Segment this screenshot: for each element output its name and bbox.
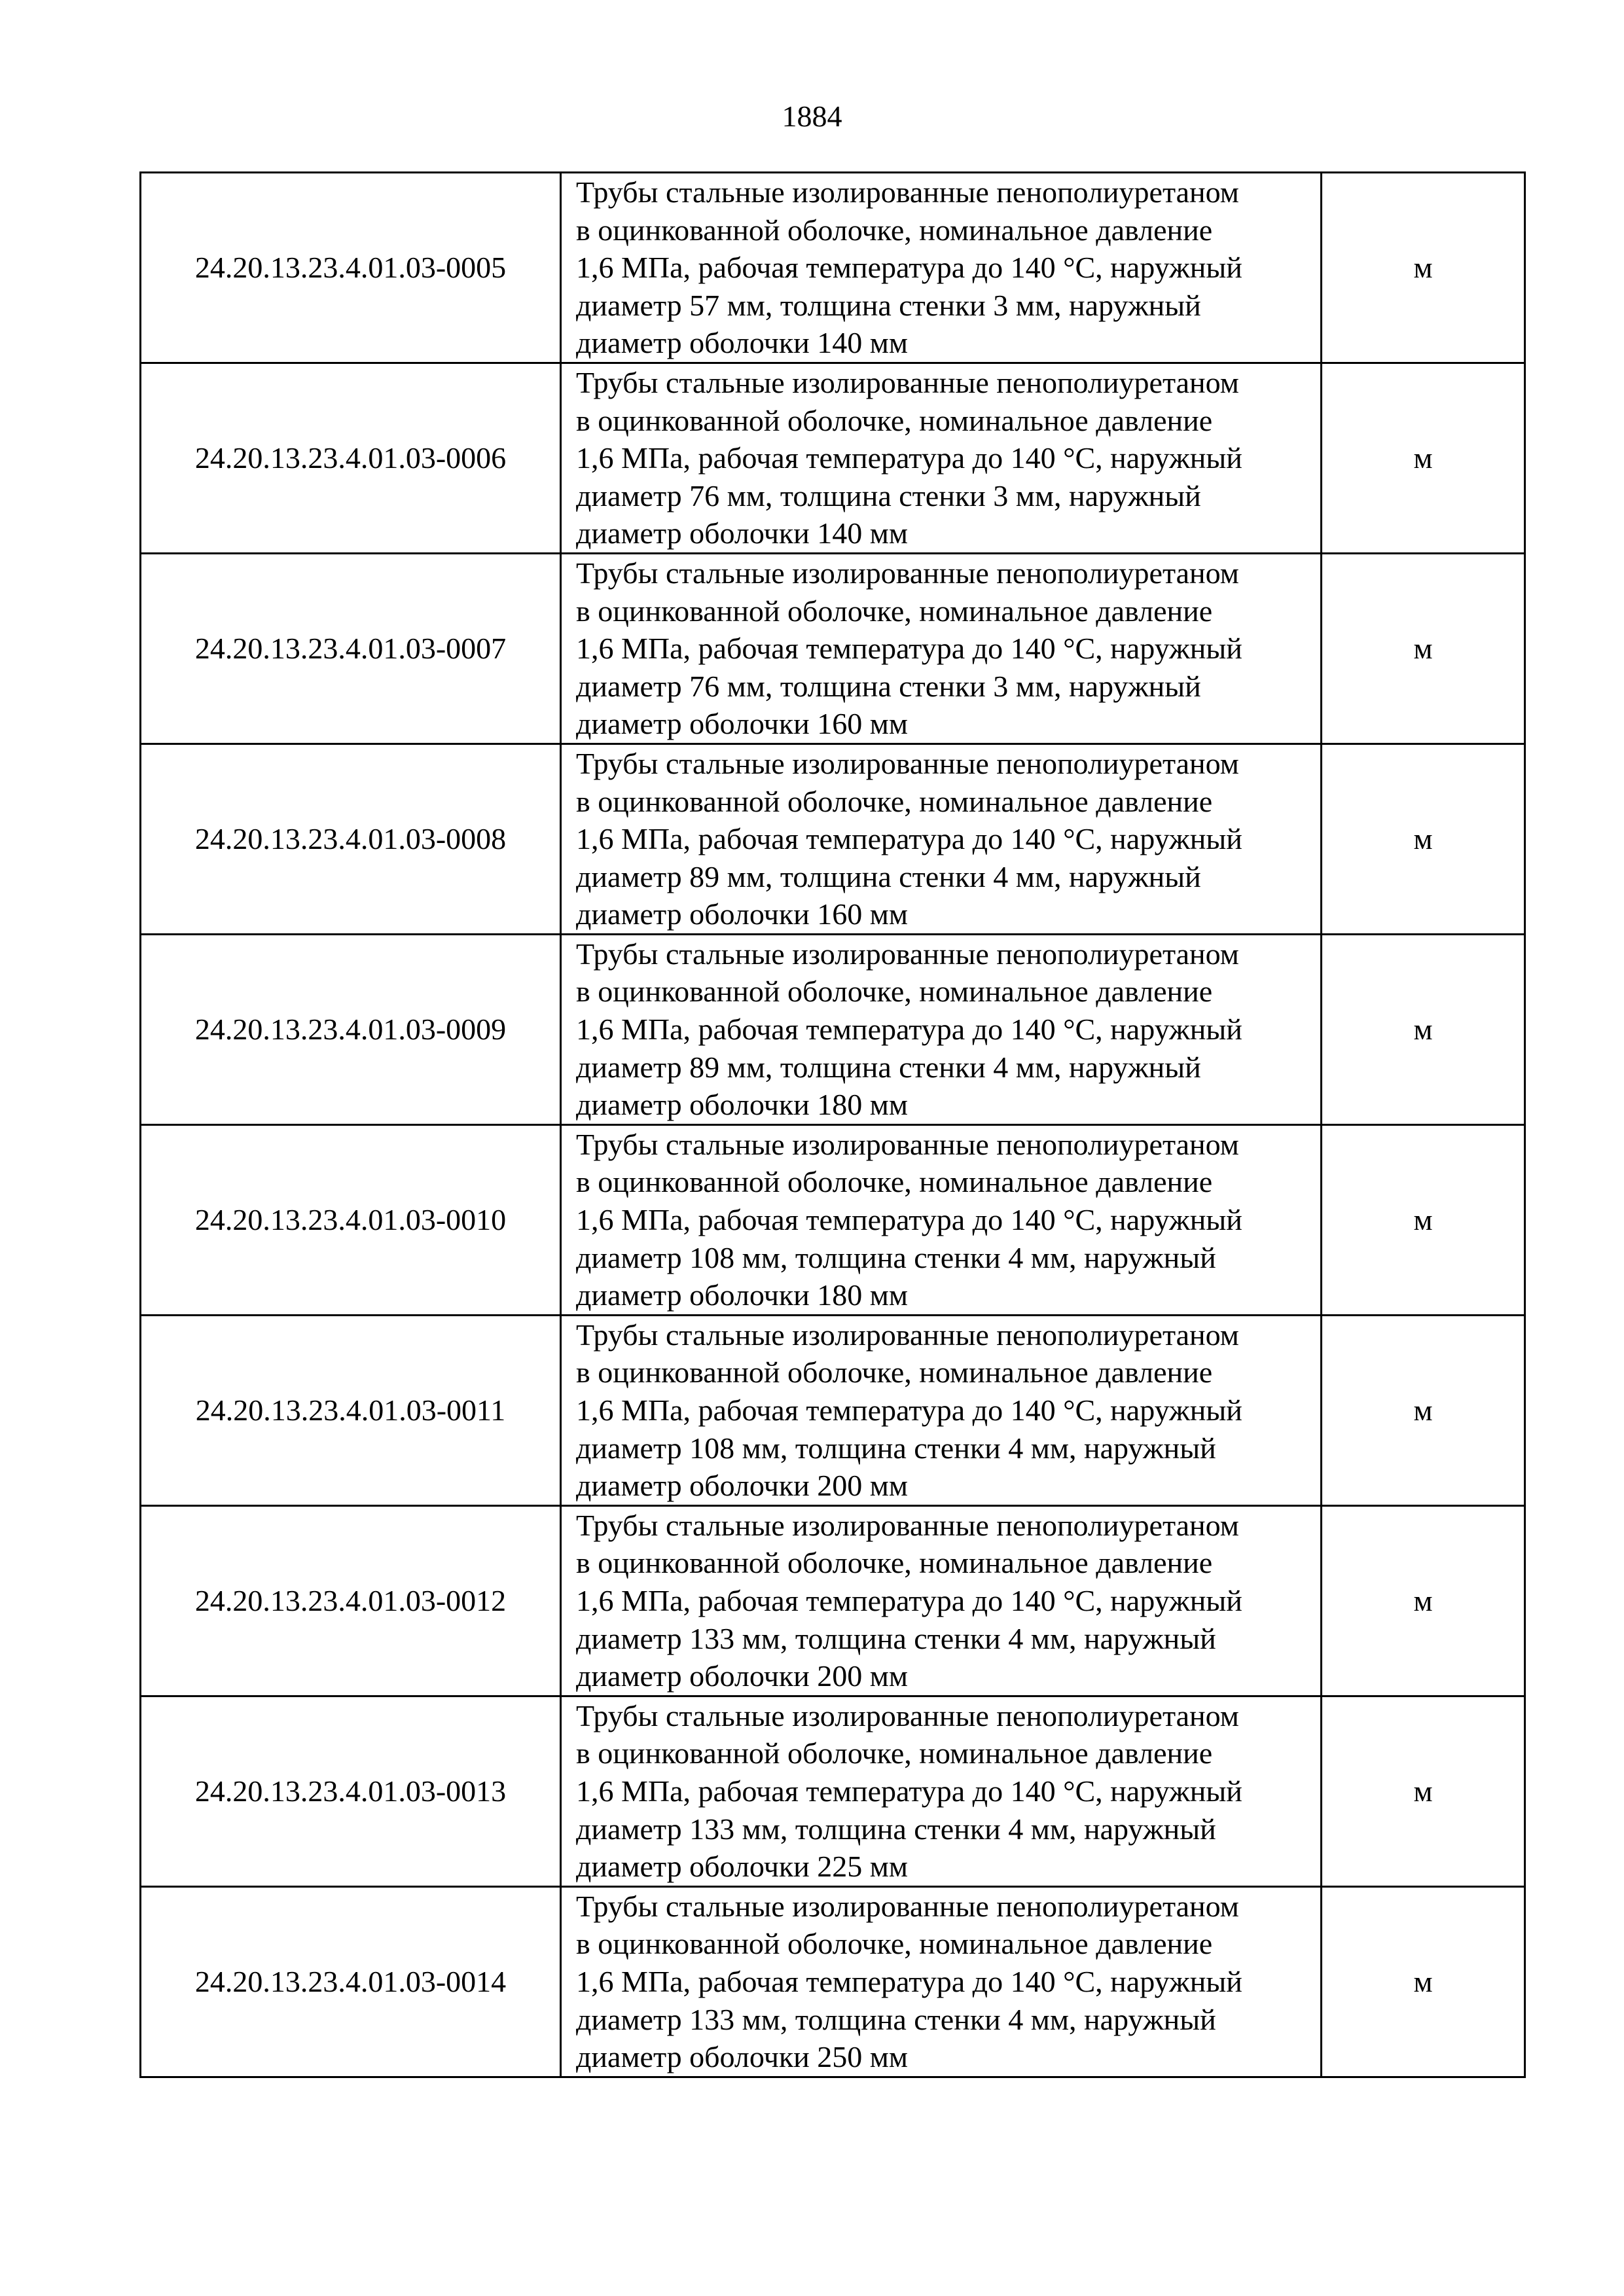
resource-code-cell: 24.20.13.23.4.01.03-0012 (141, 1505, 561, 1696)
resource-code-cell: 24.20.13.23.4.01.03-0009 (141, 934, 561, 1124)
resource-name-cell (561, 1696, 1322, 1886)
resource-name-line: в оцинкованной оболочке, номинальное давление (576, 1927, 1213, 1961)
resource-name-line: в оцинкованной оболочке, номинальное давление (576, 975, 1213, 1009)
resource-name-line: Трубы стальные изолированные пенополиуретаном (576, 937, 1239, 971)
resource-name-line: 1,6 МПа, рабочая температура до 140 °С, наружный (576, 1964, 1242, 1998)
resource-name-line: 1,6 МПа, рабочая температура до 140 °С, наружный (576, 822, 1242, 856)
unit-cell: м (1322, 363, 1525, 553)
resource-name-line: Трубы стальные изолированные пенополиуретаном (576, 1318, 1239, 1352)
resource-table (139, 171, 1526, 2078)
table-row (141, 1315, 1525, 1505)
resource-name-line: в оцинкованной оболочке, номинальное давление (576, 1355, 1213, 1390)
resource-name-line: в оцинкованной оболочке, номинальное давление (576, 403, 1213, 437)
table-row (141, 1505, 1525, 1696)
resource-name-line: в оцинкованной оболочке, номинальное давление (576, 594, 1213, 628)
unit-cell: м (1322, 934, 1525, 1124)
table-row (141, 744, 1525, 934)
resource-name-line: Трубы стальные изолированные пенополиуретаном (576, 1127, 1239, 1161)
unit-cell: м (1322, 1315, 1525, 1505)
resource-name-line: 1,6 МПа, рабочая температура до 140 °С, наружный (576, 1393, 1242, 1427)
resource-name-line: 1,6 МПа, рабочая температура до 140 °С, наружный (576, 1583, 1242, 1617)
resource-name-line: 1,6 МПа, рабочая температура до 140 °С, наружный (576, 1774, 1242, 1808)
resource-name-line: диаметр 76 мм, толщина стенки 3 мм, наружный (576, 478, 1201, 512)
resource-name-line: диаметр оболочки 180 мм (576, 1278, 909, 1312)
resource-code-cell: 24.20.13.23.4.01.03-0005 (141, 173, 561, 363)
resource-name-line: диаметр оболочки 250 мм (576, 2040, 909, 2074)
resource-name-line: Трубы стальные изолированные пенополиуретаном (576, 1698, 1239, 1732)
table-row (141, 553, 1525, 744)
resource-name-cell (561, 1505, 1322, 1696)
resource-name-line: в оцинкованной оболочке, номинальное давление (576, 1546, 1213, 1580)
resource-name-cell (561, 1315, 1322, 1505)
table-row (141, 934, 1525, 1124)
resource-code-cell: 24.20.13.23.4.01.03-0011 (141, 1315, 561, 1505)
table-row (141, 1124, 1525, 1315)
resource-name-line: 1,6 МПа, рабочая температура до 140 °С, наружный (576, 251, 1242, 285)
resource-name-line: Трубы стальные изолированные пенополиуретаном (576, 1889, 1239, 1923)
resource-name-line: Трубы стальные изолированные пенополиуретаном (576, 746, 1239, 780)
unit-cell: м (1322, 553, 1525, 744)
resource-name-line: диаметр 76 мм, толщина стенки 3 мм, наружный (576, 669, 1201, 703)
resource-code-cell: 24.20.13.23.4.01.03-0006 (141, 363, 561, 553)
unit-cell: м (1322, 1505, 1525, 1696)
unit-cell: м (1322, 1886, 1525, 2077)
resource-name-line: диаметр оболочки 160 мм (576, 897, 909, 931)
resource-name-cell (561, 1886, 1322, 2077)
resource-code-cell: 24.20.13.23.4.01.03-0008 (141, 744, 561, 934)
table-row (141, 1696, 1525, 1886)
table-row (141, 1886, 1525, 2077)
unit-cell: м (1322, 173, 1525, 363)
table-body (141, 173, 1525, 2077)
resource-name-line: в оцинкованной оболочке, номинальное давление (576, 1165, 1213, 1199)
resource-name-line: Трубы стальные изолированные пенополиуретаном (576, 175, 1239, 209)
resource-name-cell (561, 553, 1322, 744)
resource-code-cell: 24.20.13.23.4.01.03-0014 (141, 1886, 561, 2077)
resource-name-line: 1,6 МПа, рабочая температура до 140 °С, наружный (576, 1203, 1242, 1237)
resource-name-line: в оцинкованной оболочке, номинальное давление (576, 213, 1213, 247)
resource-name-line: диаметр оболочки 140 мм (576, 326, 909, 360)
resource-name-cell (561, 1124, 1322, 1315)
unit-cell: м (1322, 744, 1525, 934)
resource-name-line: в оцинкованной оболочке, номинальное давление (576, 784, 1213, 818)
resource-code-cell: 24.20.13.23.4.01.03-0007 (141, 553, 561, 744)
resource-name-line: диаметр оболочки 160 мм (576, 707, 909, 741)
resource-name-line: диаметр 133 мм, толщина стенки 4 мм, наружный (576, 2002, 1216, 2036)
resource-name-line: диаметр оболочки 200 мм (576, 1469, 909, 1503)
resource-name-cell (561, 744, 1322, 934)
resource-name-line: диаметр оболочки 225 мм (576, 1850, 909, 1884)
resource-name-line: диаметр оболочки 180 мм (576, 1088, 909, 1122)
resource-name-line: Трубы стальные изолированные пенополиуретаном (576, 1508, 1239, 1542)
table-row (141, 173, 1525, 363)
resource-name-line: 1,6 МПа, рабочая температура до 140 °С, наружный (576, 632, 1242, 666)
resource-name-line: диаметр 89 мм, толщина стенки 4 мм, наружный (576, 859, 1201, 893)
resource-name-line: Трубы стальные изолированные пенополиуретаном (576, 556, 1239, 590)
resource-name-line: диаметр 133 мм, толщина стенки 4 мм, наружный (576, 1621, 1216, 1655)
resource-name-line: Трубы стальные изолированные пенополиуретаном (576, 365, 1239, 399)
resource-name-line: 1,6 МПа, рабочая температура до 140 °С, наружный (576, 1013, 1242, 1047)
resource-code-cell: 24.20.13.23.4.01.03-0010 (141, 1124, 561, 1315)
unit-cell: м (1322, 1696, 1525, 1886)
resource-code-cell: 24.20.13.23.4.01.03-0013 (141, 1696, 561, 1886)
table-row (141, 363, 1525, 553)
resource-name-line: диаметр 89 мм, толщина стенки 4 мм, наружный (576, 1050, 1201, 1084)
page-number: 1884 (782, 99, 842, 133)
unit-cell: м (1322, 1124, 1525, 1315)
resource-name-line: диаметр оболочки 140 мм (576, 516, 909, 550)
resource-name-line: диаметр 108 мм, толщина стенки 4 мм, наружный (576, 1240, 1216, 1274)
resource-name-line: в оцинкованной оболочке, номинальное давление (576, 1736, 1213, 1770)
resource-name-cell (561, 363, 1322, 553)
resource-name-line: 1,6 МПа, рабочая температура до 140 °С, наружный (576, 441, 1242, 475)
resource-name-line: диаметр 133 мм, толщина стенки 4 мм, наружный (576, 1812, 1216, 1846)
resource-name-cell (561, 934, 1322, 1124)
resource-name-line: диаметр оболочки 200 мм (576, 1659, 909, 1693)
resource-name-line: диаметр 57 мм, толщина стенки 3 мм, наружный (576, 288, 1201, 322)
resource-name-line: диаметр 108 мм, толщина стенки 4 мм, наружный (576, 1431, 1216, 1465)
resource-name-cell (561, 173, 1322, 363)
